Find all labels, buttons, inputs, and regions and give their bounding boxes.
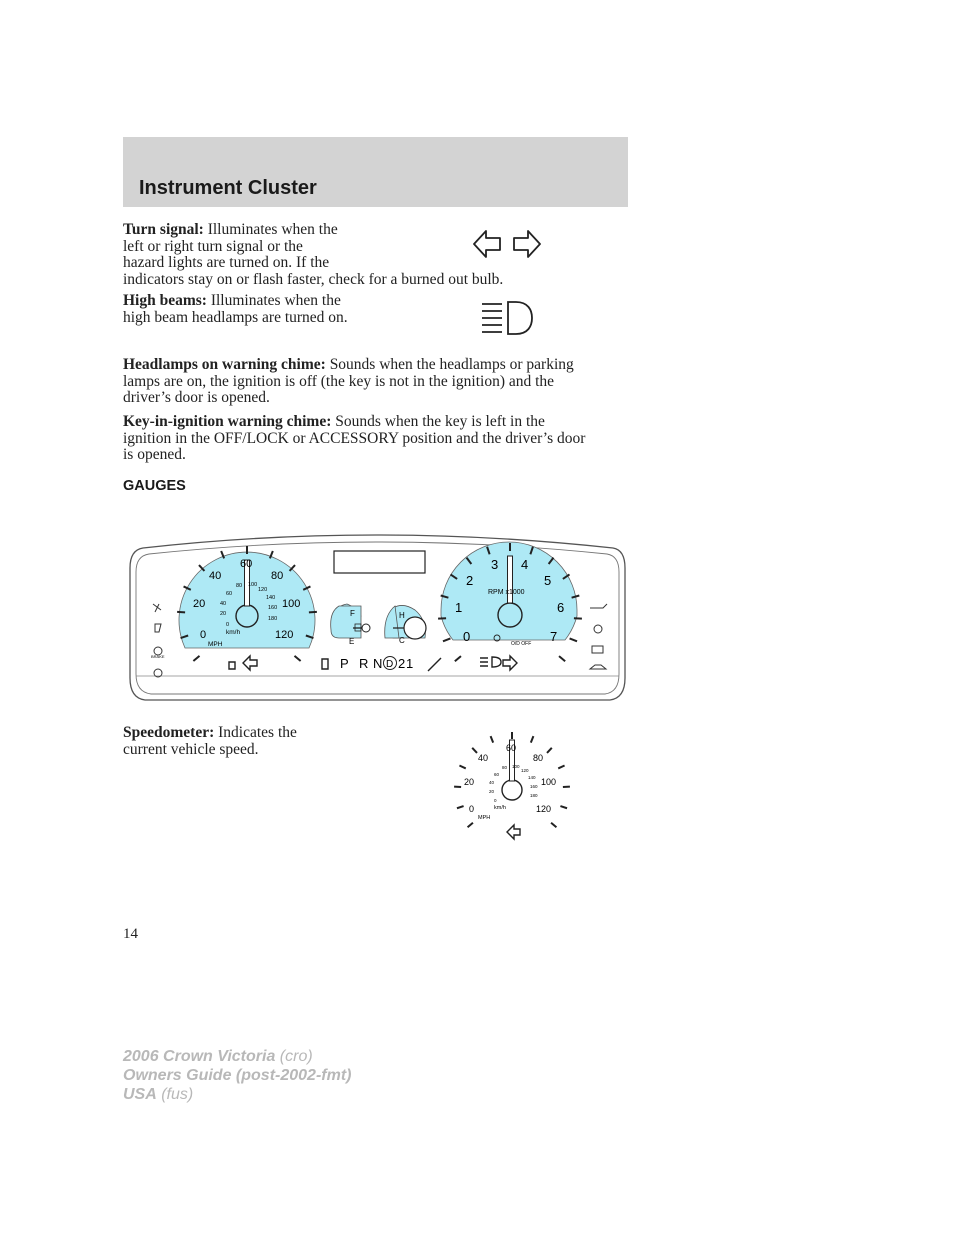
- tach-unit: RPM x1000: [488, 589, 525, 596]
- speedometer-text-2: current vehicle speed.: [123, 740, 259, 758]
- prndl-2: 2: [398, 656, 406, 671]
- speedo-label-80: 80: [271, 570, 284, 582]
- dial-tick: [551, 823, 556, 827]
- dial-tick: [570, 638, 577, 641]
- speedo-label-20: 20: [193, 598, 206, 610]
- tach-label-3: 3: [491, 557, 499, 572]
- high-beams-text-2: high beam headlamps are turned on.: [123, 308, 348, 326]
- kmh2-label-100: 100: [512, 764, 520, 769]
- mph-unit: MPH: [208, 641, 223, 648]
- headlamps-chime-text-2: lamps are on, the ignition is off (the key is not in the ignition) and the: [123, 372, 555, 390]
- turn-signal-text-3: hazard lights are turned on. If the: [123, 254, 330, 271]
- brake-label: BRAKE: [151, 654, 165, 659]
- turn-signal-text-4: indicators stay on or flash faster, check for a burned out bulb.: [123, 270, 504, 288]
- turn-signal-text-2: left or right turn signal or the: [123, 237, 303, 255]
- tach-label-5: 5: [544, 573, 552, 588]
- kmh-label-80: 80: [236, 583, 243, 589]
- dial-tick: [457, 806, 464, 808]
- kmh-label-20: 20: [220, 611, 227, 617]
- key-chime-text-3: is opened.: [123, 446, 186, 463]
- instrument-cluster-illustration: [125, 528, 630, 708]
- left-turn-indicator-icon: [243, 656, 257, 670]
- turn-signal-term: Turn signal:: [123, 221, 204, 238]
- key-chime-text-1: Sounds when the key is left in the: [331, 413, 545, 430]
- kmh-label-160: 160: [268, 605, 278, 611]
- dial-tick: [472, 748, 477, 753]
- fuel-empty-label: E: [349, 637, 355, 646]
- page-title: Instrument Cluster: [139, 177, 317, 199]
- kmh-label-180: 180: [268, 616, 278, 622]
- key-chime-text-2: ignition in the OFF/LOCK or ACCESSORY position and the driver’s door: [123, 429, 586, 447]
- tach-label-4: 4: [521, 557, 529, 572]
- kmh2-unit: km/h: [494, 805, 506, 811]
- prndl-n: N: [373, 656, 383, 671]
- service-wrench-icon: [428, 658, 441, 671]
- right-turn-indicator-icon: [503, 656, 517, 670]
- high-beams-term: High beams:: [123, 292, 207, 309]
- document-footer: [123, 1047, 351, 1104]
- kmh-label-40: 40: [220, 601, 227, 607]
- speedo-label-40: 40: [209, 570, 222, 582]
- speedo-label-0: 0: [200, 629, 207, 641]
- dial-tick: [443, 638, 450, 641]
- speedo2-label-100: 100: [541, 777, 557, 787]
- page-number: 14: [123, 926, 138, 942]
- prndl-1: 1: [406, 656, 414, 671]
- speedo2-label-0: 0: [469, 804, 475, 814]
- speedo-label-100: 100: [282, 598, 301, 610]
- kmh2-label-140: 140: [528, 775, 536, 780]
- kmh2-label-60: 60: [494, 772, 500, 777]
- kmh2-label-160: 160: [530, 784, 538, 789]
- kmh2-label-20: 20: [489, 789, 495, 794]
- tach-label-1: 1: [455, 600, 463, 615]
- speedo-label-60: 60: [240, 558, 253, 570]
- mph2-unit: MPH: [478, 815, 491, 821]
- speedometer-illustration: [444, 730, 584, 845]
- speedometer-paragraph: [123, 725, 363, 758]
- footer-model: 2006 Crown Victoria: [123, 1048, 276, 1065]
- kmh-unit: km/h: [226, 629, 241, 636]
- tach-label-2: 2: [466, 573, 474, 588]
- high-beams-text-1: Illuminates when the: [206, 292, 341, 309]
- speedo2-label-80: 80: [533, 753, 544, 763]
- temp-hot-label: H: [399, 611, 405, 620]
- dial-tick: [559, 656, 565, 661]
- tach-label-6: 6: [557, 600, 565, 615]
- speedo2-label-120: 120: [536, 804, 552, 814]
- speedo-label-120: 120: [275, 629, 294, 641]
- dial-tick: [547, 748, 552, 753]
- dial-tick: [193, 656, 199, 661]
- seatbelt-icon: [155, 624, 161, 632]
- prndl-r: R: [359, 656, 369, 671]
- section-header-band: [123, 137, 628, 207]
- security-icon: [229, 662, 235, 669]
- dial-tick: [294, 656, 300, 661]
- dial-tick: [558, 765, 564, 768]
- tach-label-0: 0: [463, 629, 471, 644]
- temp-cold-label: C: [399, 636, 405, 645]
- speedometer-term: Speedometer:: [123, 724, 215, 741]
- kmh2-label-180: 180: [530, 793, 538, 798]
- kmh-label-140: 140: [266, 595, 276, 601]
- footer-guide: Owners Guide (post-2002-fmt): [123, 1067, 352, 1084]
- kmh2-label-0: 0: [494, 798, 497, 803]
- kmh2-label-40: 40: [489, 780, 495, 785]
- speedometer-text-1: Indicates the: [214, 724, 297, 741]
- footer-market: USA: [123, 1086, 157, 1103]
- kmh-label-120: 120: [258, 587, 268, 593]
- headlamps-chime-term: Headlamps on warning chime:: [123, 356, 326, 373]
- key-chime-term: Key-in-ignition warning chime:: [123, 413, 332, 430]
- prndl-p: P: [340, 656, 349, 671]
- battery-icon: [592, 646, 603, 653]
- footer-market-code: (fus): [156, 1086, 194, 1103]
- headlamps-chime-paragraph: [123, 357, 628, 407]
- speedo2-label-20: 20: [464, 777, 475, 787]
- high-beam-icon: [480, 300, 536, 336]
- kmh2-label-120: 120: [521, 768, 529, 773]
- dial-tick: [560, 806, 567, 808]
- kmh-label-100: 100: [248, 582, 258, 588]
- odometer-display: [334, 551, 425, 573]
- dial-tick: [491, 736, 494, 743]
- speedo2-label-60: 60: [506, 743, 517, 753]
- check-engine-icon: [594, 625, 602, 633]
- airbag-icon: [153, 604, 161, 612]
- turn-signal-arrows-icon: [472, 228, 544, 260]
- dial-tick: [531, 736, 534, 743]
- fuel-full-label: F: [350, 609, 355, 618]
- speedo2-label-40: 40: [478, 753, 489, 763]
- dial-tick: [455, 656, 461, 661]
- fuel-pump-icon: [322, 659, 328, 669]
- turn-signal-text-1: Illuminates when the: [203, 221, 338, 238]
- kmh-label-0: 0: [226, 622, 230, 628]
- key-chime-paragraph: [123, 414, 628, 464]
- kmh-label-60: 60: [226, 591, 233, 597]
- prndl-d: D: [386, 659, 394, 670]
- dial-tick: [459, 765, 465, 768]
- headlamps-chime-text-1: Sounds when the headlamps or parking: [325, 356, 574, 373]
- trunk-ajar-icon: [590, 665, 606, 669]
- high-beams-paragraph: [123, 293, 443, 326]
- headlamps-chime-text-3: driver’s door is opened.: [123, 389, 270, 406]
- dial-tick: [468, 823, 473, 827]
- footer-model-code: (cro): [275, 1048, 313, 1065]
- od-off-label: O/D OFF: [511, 641, 532, 647]
- oil-pressure-icon: [590, 604, 607, 608]
- kmh2-label-80: 80: [502, 765, 508, 770]
- gauges-heading: GAUGES: [123, 478, 186, 494]
- left-turn-indicator-icon: [507, 825, 520, 839]
- tach-label-7: 7: [550, 629, 558, 644]
- low-beam-icon: [480, 657, 501, 667]
